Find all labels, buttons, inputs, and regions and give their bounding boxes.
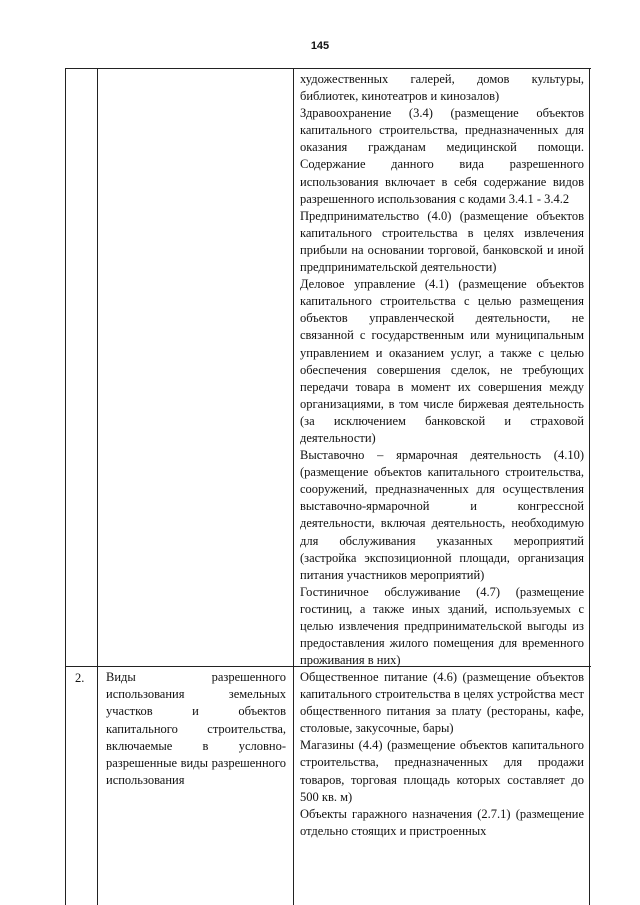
usage-paragraph: Общественное питание (4.6) (размещение объектов капитального строительства в целях устройства мест общественного питания за плату (рестораны, кафе, столовые, закусочные, бары) (300, 670, 584, 736)
zoning-table (65, 68, 591, 905)
page-number: 145 (310, 40, 330, 52)
table-row (65, 68, 591, 667)
usage-paragraph: Здравоохранение (3.4) (размещение объектов капитального строительства, предназначенных для оказания гражданам медицинской помощи. Содержание данного вида разрешенного использования включает в себя содержание видов разрешенного использования с кодами 3.4.1 - 3.4.2 (300, 106, 584, 206)
column-divider (97, 69, 98, 667)
usage-paragraph: художественных галерей, домов культуры, библиотек, кинотеатров и кинозалов) (300, 72, 584, 104)
row-title: Виды разрешенного использования земельных участков и объектов капитального строительства, включаемые в условно-разрешенные виды разрешенного использования (106, 670, 286, 788)
column-divider (293, 667, 294, 905)
column-divider (65, 69, 66, 667)
usage-paragraph: Магазины (4.4) (размещение объектов капитального строительства, предназначенных для продажи товаров, торговая площадь которых составляет до 500 кв. м) (300, 738, 584, 804)
column-divider (589, 667, 590, 905)
column-divider (65, 667, 66, 905)
column-divider (97, 667, 98, 905)
usage-list (300, 71, 584, 669)
usage-list (300, 669, 584, 840)
usage-paragraph: Выставочно – ярмарочная деятельность (4.10) (размещение объектов капитального строительства, сооружений, предназначенных для осуществления выставочно-ярмарочной и конгрессной деятельности, включая деятельность, необходимую для обслуживания указанных мероприятий (застройка экспозиционной площади, организация питания участников мероприятий) (300, 448, 584, 582)
column-divider (293, 69, 294, 667)
column-divider (589, 69, 590, 667)
table-row (65, 666, 591, 905)
usage-paragraph: Деловое управление (4.1) (размещение объектов капитального строительства с целью размещения объектов управленческой деятельности, не связанной с государственным или муниципальным управлением и оказанием услуг, а также с целью обеспечения совершения сделок, не требующих передачи товара в момент их совершения между организациями, в том числе биржевая деятельность (за исключением банковской и страховой деятельности) (300, 277, 584, 445)
row-number: 2. (75, 671, 85, 685)
usage-paragraph: Предпринимательство (4.0) (размещение объектов капитального строительства в целях извлечения прибыли на основании торговой, банковской и иной предпринимательской деятельности) (300, 208, 584, 275)
usage-paragraph: Гостиничное обслуживание (4.7) (размещение гостиниц, а также иных зданий, используемых с целью извлечения предпринимательской выгоды из предоставления жилого помещения для временного проживания в них) (300, 584, 584, 668)
usage-paragraph: Объекты гаражного назначения (2.7.1) (размещение отдельно стоящих и пристроенных (300, 806, 584, 838)
